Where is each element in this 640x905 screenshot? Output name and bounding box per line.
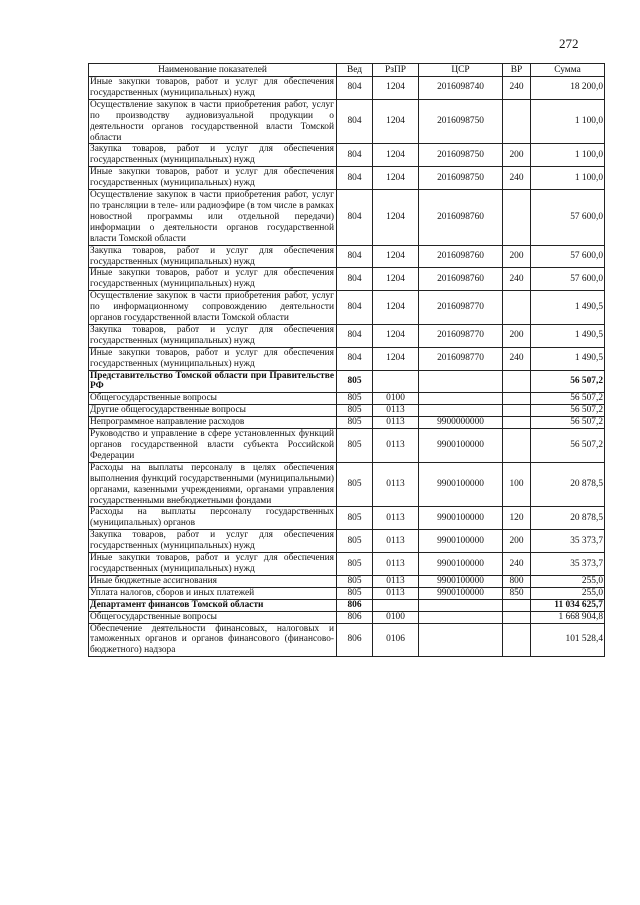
row-csr-cell: 2016098750 — [419, 99, 503, 144]
page-number: 272 — [559, 36, 579, 51]
table-row — [89, 190, 605, 246]
row-name-cell: Непрограммное направление расходов — [89, 417, 337, 429]
row-csr-cell — [419, 599, 503, 611]
row-ved-cell: 804 — [337, 291, 373, 325]
row-rzpr-cell — [373, 370, 419, 393]
row-name-cell: Осуществление закупок в части приобретения работ, услуг по трансляции в теле- или радиоэфире (в том числе в рамках новостной программы или отдельной передачи) информации о деятельности органов государственной власти Томской области — [89, 190, 337, 246]
row-sum-cell: 56 507,2 — [531, 393, 605, 405]
row-rzpr-cell: 0100 — [373, 611, 419, 623]
table-row — [89, 245, 605, 268]
row-csr-cell — [419, 370, 503, 393]
row-name-cell: Общегосударственные вопросы — [89, 611, 337, 623]
row-rzpr-cell: 0106 — [373, 623, 419, 657]
row-rzpr-cell: 0113 — [373, 405, 419, 417]
table-row — [89, 507, 605, 530]
row-name-cell: Осуществление закупок в части приобретения работ, услуг по информационному сопровождению деятельности органов государственной власти Томской области — [89, 291, 337, 325]
row-name-cell: Закупка товаров, работ и услуг для обеспечения государственных (муниципальных) нужд — [89, 144, 337, 167]
row-rzpr-cell: 1204 — [373, 324, 419, 347]
row-rzpr-cell: 0113 — [373, 462, 419, 507]
row-ved-cell: 804 — [337, 347, 373, 370]
row-rzpr-cell: 0113 — [373, 530, 419, 553]
row-csr-cell — [419, 623, 503, 657]
row-sum-cell: 11 034 625,7 — [531, 599, 605, 611]
table-row — [89, 462, 605, 507]
row-vr-cell: 240 — [503, 167, 531, 190]
row-ved-cell: 804 — [337, 268, 373, 291]
row-rzpr-cell: 0113 — [373, 417, 419, 429]
row-name-cell: Расходы на выплаты персоналу государственных (муниципальных) органов — [89, 507, 337, 530]
row-ved-cell: 806 — [337, 623, 373, 657]
row-vr-cell: 200 — [503, 144, 531, 167]
row-name-cell: Уплата налогов, сборов и иных платежей — [89, 587, 337, 599]
table-row — [89, 623, 605, 657]
row-csr-cell: 2016098770 — [419, 291, 503, 325]
row-rzpr-cell: 1204 — [373, 347, 419, 370]
row-csr-cell: 9900100000 — [419, 530, 503, 553]
row-vr-cell — [503, 405, 531, 417]
row-ved-cell: 804 — [337, 324, 373, 347]
row-name-cell: Расходы на выплаты персоналу в целях обеспечения выполнения функций государственными (муниципальными) органами, казенными учреждениями, органами управления государственными внебюджетными фондами — [89, 462, 337, 507]
table-row — [89, 291, 605, 325]
header-rzpr: РзПР — [373, 64, 419, 77]
row-csr-cell: 2016098760 — [419, 245, 503, 268]
row-name-cell: Представительство Томской области при Правительстве РФ — [89, 370, 337, 393]
row-name-cell: Иные закупки товаров, работ и услуг для обеспечения государственных (муниципальных) нужд — [89, 347, 337, 370]
table-row — [89, 347, 605, 370]
row-ved-cell: 806 — [337, 611, 373, 623]
row-rzpr-cell: 0113 — [373, 507, 419, 530]
row-ved-cell: 805 — [337, 393, 373, 405]
row-name-cell: Иные закупки товаров, работ и услуг для обеспечения государственных (муниципальных) нужд — [89, 268, 337, 291]
row-vr-cell: 240 — [503, 347, 531, 370]
row-rzpr-cell: 1204 — [373, 291, 419, 325]
row-name-cell: Другие общегосударственные вопросы — [89, 405, 337, 417]
row-vr-cell — [503, 370, 531, 393]
row-csr-cell: 2016098760 — [419, 190, 503, 246]
row-csr-cell — [419, 405, 503, 417]
row-vr-cell — [503, 291, 531, 325]
table-row — [89, 144, 605, 167]
row-csr-cell: 9900000000 — [419, 417, 503, 429]
row-ved-cell: 805 — [337, 507, 373, 530]
row-vr-cell — [503, 417, 531, 429]
row-name-cell: Департамент финансов Томской области — [89, 599, 337, 611]
row-rzpr-cell: 1204 — [373, 77, 419, 100]
row-vr-cell: 200 — [503, 324, 531, 347]
row-vr-cell: 240 — [503, 268, 531, 291]
row-sum-cell: 1 668 904,8 — [531, 611, 605, 623]
header-sum: Сумма — [531, 64, 605, 77]
table-row — [89, 599, 605, 611]
row-csr-cell: 2016098760 — [419, 268, 503, 291]
row-vr-cell — [503, 599, 531, 611]
table-row — [89, 530, 605, 553]
row-rzpr-cell: 0100 — [373, 393, 419, 405]
row-sum-cell: 57 600,0 — [531, 245, 605, 268]
row-sum-cell: 18 200,0 — [531, 77, 605, 100]
row-sum-cell: 101 528,4 — [531, 623, 605, 657]
row-rzpr-cell: 0113 — [373, 587, 419, 599]
row-csr-cell — [419, 393, 503, 405]
row-sum-cell: 1 490,5 — [531, 347, 605, 370]
row-sum-cell: 57 600,0 — [531, 190, 605, 246]
row-csr-cell: 9900100000 — [419, 462, 503, 507]
row-name-cell: Иные бюджетные ассигнования — [89, 575, 337, 587]
header-csr: ЦСР — [419, 64, 503, 77]
row-rzpr-cell — [373, 599, 419, 611]
table-row — [89, 324, 605, 347]
table-row — [89, 553, 605, 576]
table-row — [89, 405, 605, 417]
table-row — [89, 611, 605, 623]
row-sum-cell: 255,0 — [531, 575, 605, 587]
row-rzpr-cell: 1204 — [373, 190, 419, 246]
row-sum-cell: 56 507,2 — [531, 370, 605, 393]
table-row — [89, 393, 605, 405]
budget-table — [88, 63, 605, 657]
row-sum-cell: 35 373,7 — [531, 553, 605, 576]
row-rzpr-cell: 0113 — [373, 553, 419, 576]
row-vr-cell: 200 — [503, 245, 531, 268]
row-csr-cell — [419, 611, 503, 623]
row-name-cell: Иные закупки товаров, работ и услуг для обеспечения государственных (муниципальных) нужд — [89, 553, 337, 576]
table-row — [89, 587, 605, 599]
row-rzpr-cell: 1204 — [373, 99, 419, 144]
row-ved-cell: 805 — [337, 587, 373, 599]
row-ved-cell: 806 — [337, 599, 373, 611]
row-csr-cell: 9900100000 — [419, 507, 503, 530]
row-csr-cell: 2016098750 — [419, 167, 503, 190]
row-csr-cell: 2016098770 — [419, 324, 503, 347]
row-ved-cell: 805 — [337, 370, 373, 393]
row-ved-cell: 804 — [337, 167, 373, 190]
row-sum-cell: 35 373,7 — [531, 530, 605, 553]
row-sum-cell: 56 507,2 — [531, 405, 605, 417]
table-row — [89, 429, 605, 463]
row-ved-cell: 805 — [337, 462, 373, 507]
row-ved-cell: 805 — [337, 417, 373, 429]
row-sum-cell: 1 490,5 — [531, 291, 605, 325]
row-csr-cell: 2016098740 — [419, 77, 503, 100]
row-rzpr-cell: 0113 — [373, 575, 419, 587]
row-ved-cell: 804 — [337, 144, 373, 167]
row-name-cell: Иные закупки товаров, работ и услуг для обеспечения государственных (муниципальных) нужд — [89, 167, 337, 190]
row-ved-cell: 805 — [337, 553, 373, 576]
row-csr-cell: 2016098750 — [419, 144, 503, 167]
row-rzpr-cell: 1204 — [373, 144, 419, 167]
table-row — [89, 77, 605, 100]
row-csr-cell: 9900100000 — [419, 575, 503, 587]
row-sum-cell: 1 100,0 — [531, 144, 605, 167]
row-vr-cell — [503, 190, 531, 246]
row-vr-cell: 240 — [503, 77, 531, 100]
row-ved-cell: 805 — [337, 575, 373, 587]
row-name-cell: Иные закупки товаров, работ и услуг для обеспечения государственных (муниципальных) нужд — [89, 77, 337, 100]
header-vr: ВР — [503, 64, 531, 77]
row-sum-cell: 1 490,5 — [531, 324, 605, 347]
header-ved: Вед — [337, 64, 373, 77]
row-name-cell: Закупка товаров, работ и услуг для обеспечения государственных (муниципальных) нужд — [89, 324, 337, 347]
row-ved-cell: 805 — [337, 530, 373, 553]
row-vr-cell: 800 — [503, 575, 531, 587]
row-name-cell: Закупка товаров, работ и услуг для обеспечения государственных (муниципальных) нужд — [89, 245, 337, 268]
row-vr-cell — [503, 611, 531, 623]
row-name-cell: Обеспечение деятельности финансовых, налоговых и таможенных органов и органов финансового (финансово-бюджетного) надзора — [89, 623, 337, 657]
row-vr-cell — [503, 623, 531, 657]
row-csr-cell: 2016098770 — [419, 347, 503, 370]
row-sum-cell: 20 878,5 — [531, 507, 605, 530]
row-vr-cell — [503, 99, 531, 144]
row-csr-cell: 9900100000 — [419, 553, 503, 576]
row-rzpr-cell: 1204 — [373, 167, 419, 190]
row-sum-cell: 56 507,2 — [531, 417, 605, 429]
row-ved-cell: 804 — [337, 77, 373, 100]
row-ved-cell: 804 — [337, 245, 373, 268]
row-sum-cell: 1 100,0 — [531, 167, 605, 190]
row-sum-cell: 57 600,0 — [531, 268, 605, 291]
table-row — [89, 417, 605, 429]
row-vr-cell: 120 — [503, 507, 531, 530]
row-rzpr-cell: 1204 — [373, 268, 419, 291]
table-row — [89, 99, 605, 144]
table-row — [89, 575, 605, 587]
table-header-row — [89, 64, 605, 77]
row-vr-cell: 850 — [503, 587, 531, 599]
row-vr-cell — [503, 429, 531, 463]
row-name-cell: Осуществление закупок в части приобретения работ, услуг по производству аудиовизуальной продукции о деятельности органов государственной власти Томской области — [89, 99, 337, 144]
row-vr-cell: 100 — [503, 462, 531, 507]
row-vr-cell — [503, 393, 531, 405]
row-rzpr-cell: 1204 — [373, 245, 419, 268]
row-sum-cell: 1 100,0 — [531, 99, 605, 144]
row-rzpr-cell: 0113 — [373, 429, 419, 463]
row-vr-cell: 240 — [503, 553, 531, 576]
header-name: Наименование показателей — [89, 64, 337, 77]
row-name-cell: Закупка товаров, работ и услуг для обеспечения государственных (муниципальных) нужд — [89, 530, 337, 553]
row-vr-cell: 200 — [503, 530, 531, 553]
row-ved-cell: 805 — [337, 429, 373, 463]
row-name-cell: Общегосударственные вопросы — [89, 393, 337, 405]
row-name-cell: Руководство и управление в сфере установленных функций органов государственной власти субъекта Российской Федерации — [89, 429, 337, 463]
row-sum-cell: 20 878,5 — [531, 462, 605, 507]
row-csr-cell: 9900100000 — [419, 587, 503, 599]
row-sum-cell: 56 507,2 — [531, 429, 605, 463]
row-ved-cell: 804 — [337, 99, 373, 144]
row-csr-cell: 9900100000 — [419, 429, 503, 463]
table-row — [89, 268, 605, 291]
table-row — [89, 167, 605, 190]
row-ved-cell: 804 — [337, 190, 373, 246]
table-row — [89, 370, 605, 393]
row-sum-cell: 255,0 — [531, 587, 605, 599]
row-ved-cell: 805 — [337, 405, 373, 417]
